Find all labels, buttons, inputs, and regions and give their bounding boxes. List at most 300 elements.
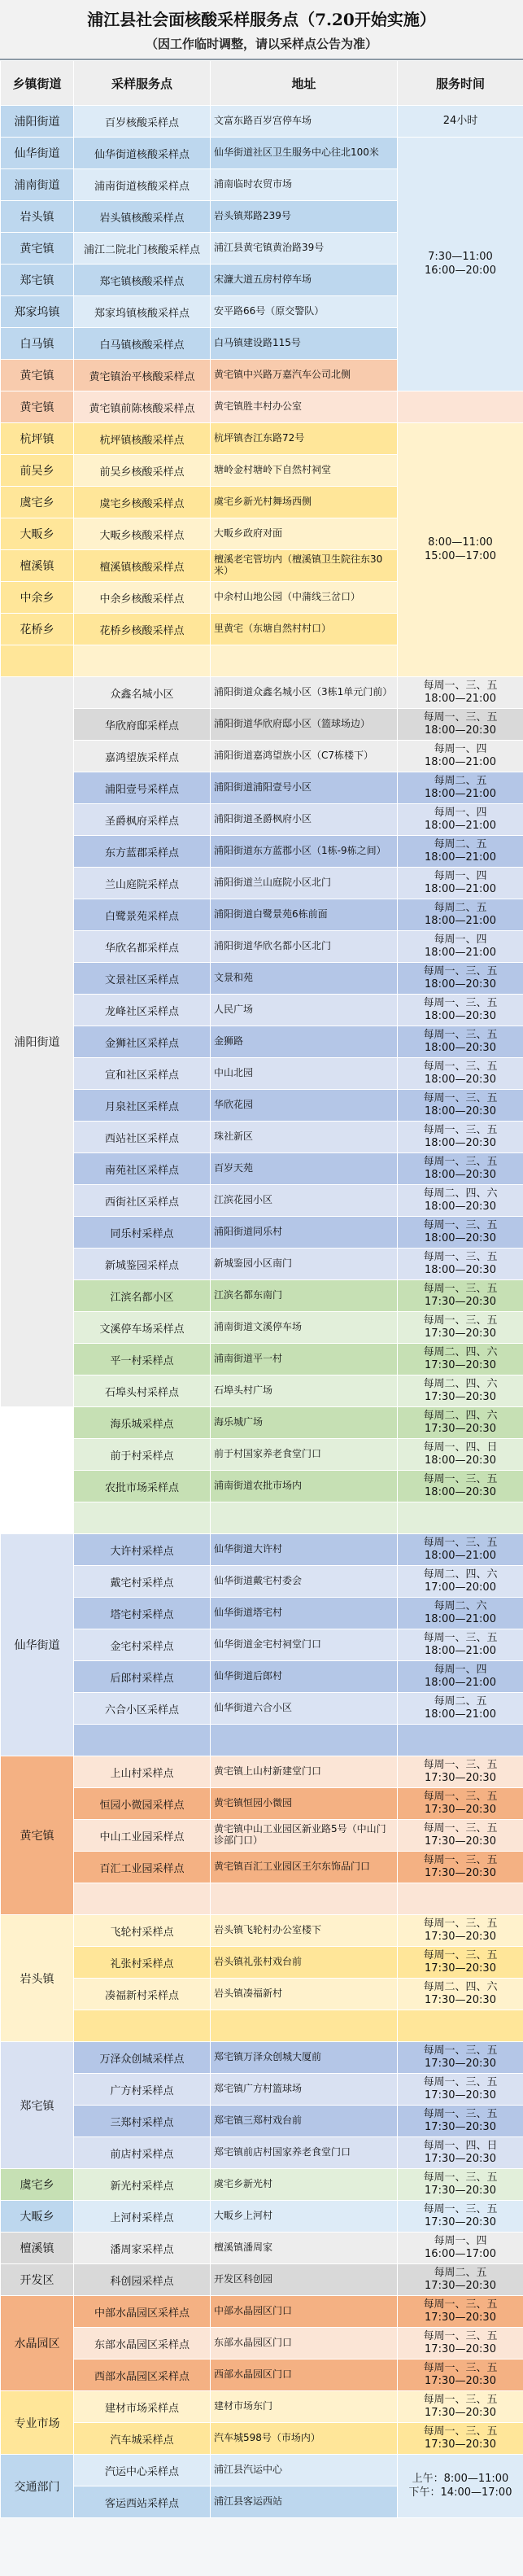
service-time-cell: 每周一、三、五 18:00—20:30 xyxy=(398,1122,523,1153)
service-time-cell: 每周一、三、五 18:00—20:30 xyxy=(398,1471,523,1502)
sampling-point-cell: 宣和社区采样点 xyxy=(74,1058,211,1090)
table-row xyxy=(1,2201,523,2233)
town-cell: 黄宅镇 xyxy=(1,233,74,265)
sampling-point-cell: 百汇工业园采样点 xyxy=(74,1852,211,1883)
table-row xyxy=(1,1852,523,1883)
sampling-point-cell: 飞轮村采样点 xyxy=(74,1915,211,1947)
sampling-point-cell: 众鑫名城小区 xyxy=(74,677,211,709)
address-cell: 珠社新区 xyxy=(211,1122,398,1153)
sampling-point-cell: 塔宅村采样点 xyxy=(74,1598,211,1629)
sampling-point-cell: 虞宅乡核酸采样点 xyxy=(74,487,211,518)
service-time-cell: 每周一、三、五 17:30—20:30 xyxy=(398,1788,523,1820)
service-time-cell: 每周二、四、六 17:30—20:30 xyxy=(398,1407,523,1439)
sampling-points-table xyxy=(0,60,523,2518)
table-row xyxy=(1,1280,523,1312)
town-cell: 虞宅乡 xyxy=(1,2169,74,2201)
sampling-point-cell: 新光村采样点 xyxy=(74,2169,211,2201)
sampling-point-cell: 西站社区采样点 xyxy=(74,1122,211,1153)
town-cell: 虞宅乡 xyxy=(1,487,74,518)
sampling-point-cell: 凑福新村采样点 xyxy=(74,1979,211,2010)
table-row xyxy=(1,1725,523,1756)
table-row xyxy=(1,2423,523,2455)
address-cell: 建材市场东门 xyxy=(211,2391,398,2423)
town-cell xyxy=(1,1471,74,1502)
sampling-point-cell: 恒园小微园采样点 xyxy=(74,1788,211,1820)
address-cell: 浦南街道农批市场内 xyxy=(211,1471,398,1502)
table-row xyxy=(1,1375,523,1407)
town-cell: 檀溪镇 xyxy=(1,2233,74,2264)
service-time-cell: 每周一、四 18:00—21:00 xyxy=(398,1661,523,1693)
sampling-point-cell: 文景社区采样点 xyxy=(74,963,211,995)
address-cell: 浦南街道平一村 xyxy=(211,1344,398,1375)
address-cell: 岩头镇飞轮村办公室楼下 xyxy=(211,1915,398,1947)
address-cell: 前于村国家养老食堂门口 xyxy=(211,1439,398,1471)
address-cell: 仙华街道六合小区 xyxy=(211,1693,398,1725)
service-time-cell: 24小时 xyxy=(398,106,523,138)
town-cell: 郑宅镇 xyxy=(1,265,74,296)
service-time-cell: 每周一、三、五 17:30—20:30 xyxy=(398,2423,523,2455)
address-cell: 岩头镇凑福新村 xyxy=(211,1979,398,2010)
sampling-point-cell: 东部水晶园区采样点 xyxy=(74,2328,211,2360)
address-cell: 浦阳街道华欣府邸小区（篮球场边） xyxy=(211,709,398,741)
town-cell: 专业市场 xyxy=(1,2391,74,2455)
service-time-cell: 每周一、三、五 18:00—20:30 xyxy=(398,709,523,741)
sampling-point-cell: 黄宅镇前陈核酸采样点 xyxy=(74,391,211,423)
town-cell: 大畈乡 xyxy=(1,518,74,550)
table-row xyxy=(1,772,523,804)
service-time-cell: 8:00—11:00 15:00—17:00 xyxy=(398,423,523,677)
sampling-point-cell: 百岁核酸采样点 xyxy=(74,106,211,138)
sampling-point-cell: 上河村采样点 xyxy=(74,2201,211,2233)
table-row xyxy=(1,2106,523,2137)
table-row xyxy=(1,1502,523,1534)
table-row xyxy=(1,1312,523,1344)
service-time-cell xyxy=(398,1725,523,1756)
service-time-cell: 每周二、五 18:00—21:00 xyxy=(398,772,523,804)
town-cell: 仙华街道 xyxy=(1,1534,74,1756)
service-time-cell: 每周一、三、五 17:30—20:30 xyxy=(398,1280,523,1312)
sampling-point-cell: 科创园采样点 xyxy=(74,2264,211,2296)
address-cell: 浦阳街道圣爵枫府小区 xyxy=(211,804,398,836)
address-cell xyxy=(211,645,398,677)
town-cell: 岩头镇 xyxy=(1,1915,74,2042)
service-time-cell: 每周一、四 16:00—17:00 xyxy=(398,2233,523,2264)
address-cell: 新城鉴园小区南门 xyxy=(211,1249,398,1280)
service-time-cell: 每周二、四、六 17:00—20:00 xyxy=(398,1566,523,1598)
table-row xyxy=(1,1788,523,1820)
address-cell: 江滨名都东南门 xyxy=(211,1280,398,1312)
service-time-cell: 每周一、三、五 18:00—20:30 xyxy=(398,1217,523,1249)
table-row xyxy=(1,677,523,709)
town-cell: 黄宅镇 xyxy=(1,1756,74,1915)
service-time-cell: 每周一、三、五 18:00—20:30 xyxy=(398,995,523,1026)
table-row xyxy=(1,106,523,138)
sampling-point-cell: 华欣府邸采样点 xyxy=(74,709,211,741)
col-header-time: 服务时间 xyxy=(398,61,523,106)
service-time-cell: 每周二、四、六 17:30—20:30 xyxy=(398,1375,523,1407)
town-cell: 中余乡 xyxy=(1,582,74,614)
town-cell: 花桥乡 xyxy=(1,614,74,645)
address-cell: 安平路66号（原交警队） xyxy=(211,296,398,328)
table-row xyxy=(1,1820,523,1852)
service-time-cell: 每周一、三、五 18:00—21:00 xyxy=(398,1534,523,1566)
page-title: 浦江县社会面核酸采样服务点（7.20开始实施） xyxy=(87,10,436,29)
address-cell: 石埠头村广场 xyxy=(211,1375,398,1407)
service-time-cell: 每周一、三、五 17:30—20:30 xyxy=(398,2074,523,2106)
col-header-town: 乡镇街道 xyxy=(1,61,74,106)
sampling-point-cell xyxy=(74,1883,211,1915)
address-cell: 郑宅镇三郑村戏台前 xyxy=(211,2106,398,2137)
table-row xyxy=(1,391,523,423)
table-row xyxy=(1,1471,523,1502)
sampling-point-cell: 杭坪镇核酸采样点 xyxy=(74,423,211,455)
address-cell: 文富东路百岁宫停车场 xyxy=(211,106,398,138)
town-cell: 杭坪镇 xyxy=(1,423,74,455)
sampling-point-cell: 金宅村采样点 xyxy=(74,1629,211,1661)
service-time-cell: 每周一、三、五 18:00—21:00 xyxy=(398,677,523,709)
address-cell: 仙华街道金宅村祠堂门口 xyxy=(211,1629,398,1661)
sampling-point-cell: 西部水晶园区采样点 xyxy=(74,2360,211,2391)
town-cell: 浦南街道 xyxy=(1,169,74,201)
table-row xyxy=(1,804,523,836)
service-time-cell: 每周一、三、五 17:30—20:30 xyxy=(398,2328,523,2360)
table-row xyxy=(1,1026,523,1058)
sampling-point-cell: 戴宅村采样点 xyxy=(74,1566,211,1598)
address-cell: 郑宅镇广方村篮球场 xyxy=(211,2074,398,2106)
address-cell: 文景和苑 xyxy=(211,963,398,995)
address-cell: 浦江县汽运中心 xyxy=(211,2455,398,2486)
sampling-point-cell: 圣爵枫府采样点 xyxy=(74,804,211,836)
table-row xyxy=(1,1661,523,1693)
address-cell: 浦阳街道同乐村 xyxy=(211,1217,398,1249)
table-row xyxy=(1,1185,523,1217)
service-time-cell: 每周一、三、五 17:30—20:30 xyxy=(398,2360,523,2391)
service-time-cell: 每周二、五 18:00—21:00 xyxy=(398,836,523,868)
address-cell: 东部水晶园区门口 xyxy=(211,2328,398,2360)
sampling-point-cell: 浦南街道核酸采样点 xyxy=(74,169,211,201)
address-cell: 仙华街道戴宅村委会 xyxy=(211,1566,398,1598)
address-cell: 里黄宅（东塘自然村村口） xyxy=(211,614,398,645)
address-cell: 杭坪镇杏江东路72号 xyxy=(211,423,398,455)
address-cell: 宋濂大道五房村停车场 xyxy=(211,265,398,296)
service-time-cell: 每周一、四、日 18:00—20:30 xyxy=(398,1439,523,1471)
service-time-cell: 每周一、三、五 18:00—20:30 xyxy=(398,1249,523,1280)
service-time-cell xyxy=(398,391,523,423)
address-cell: 西部水晶园区门口 xyxy=(211,2360,398,2391)
sampling-point-cell: 汽运中心采样点 xyxy=(74,2455,211,2486)
town-cell xyxy=(1,1407,74,1439)
sampling-point-cell: 前吴乡核酸采样点 xyxy=(74,455,211,487)
town-cell: 水晶园区 xyxy=(1,2296,74,2391)
sampling-point-cell: 郑家坞镇核酸采样点 xyxy=(74,296,211,328)
table-row xyxy=(1,2391,523,2423)
address-cell: 开发区科创园 xyxy=(211,2264,398,2296)
address-cell xyxy=(211,1725,398,1756)
service-time-cell xyxy=(398,1502,523,1534)
table-header-row xyxy=(1,61,523,106)
address-cell: 浦阳街道嘉鸿望族小区（C7栋楼下） xyxy=(211,741,398,772)
sampling-point-cell: 中山工业园采样点 xyxy=(74,1820,211,1852)
header xyxy=(0,0,523,60)
sampling-point-cell: 浦阳壹号采样点 xyxy=(74,772,211,804)
table-row xyxy=(1,1217,523,1249)
address-cell: 中部水晶园区门口 xyxy=(211,2296,398,2328)
address-cell: 浦南街道文溪停车场 xyxy=(211,1312,398,1344)
address-cell: 大畈乡政府对面 xyxy=(211,518,398,550)
table-row xyxy=(1,2360,523,2391)
sampling-point-cell xyxy=(74,1725,211,1756)
address-cell: 浦阳街道兰山庭院小区北门 xyxy=(211,868,398,899)
sampling-point-cell: 白鹭景苑采样点 xyxy=(74,899,211,931)
sampling-point-cell: 郑宅镇核酸采样点 xyxy=(74,265,211,296)
table-body xyxy=(1,106,523,2518)
service-time-cell: 每周一、三、五 17:30—20:30 xyxy=(398,2391,523,2423)
address-cell: 岩头镇郑路239号 xyxy=(211,201,398,233)
sampling-point-cell: 黄宅镇治平核酸采样点 xyxy=(74,360,211,391)
sampling-point-cell: 花桥乡核酸采样点 xyxy=(74,614,211,645)
address-cell: 虞宅乡新光村 xyxy=(211,2169,398,2201)
sampling-point-cell: 礼张村采样点 xyxy=(74,1947,211,1979)
service-time-cell: 每周一、三、五 18:00—20:30 xyxy=(398,1026,523,1058)
address-cell: 中山北园 xyxy=(211,1058,398,1090)
address-cell: 仙华街道塔宅村 xyxy=(211,1598,398,1629)
town-cell: 浦阳街道 xyxy=(1,677,74,1407)
table-row xyxy=(1,1534,523,1566)
town-cell xyxy=(1,1502,74,1534)
address-cell: 华欣花园 xyxy=(211,1090,398,1122)
table-row xyxy=(1,2233,523,2264)
address-cell: 黄宅镇恒园小微园 xyxy=(211,1788,398,1820)
sampling-point-cell: 平一村采样点 xyxy=(74,1344,211,1375)
table-row xyxy=(1,2296,523,2328)
table-row xyxy=(1,836,523,868)
service-time-cell: 每周一、三、五 17:30—20:30 xyxy=(398,1947,523,1979)
service-time-cell: 每周一、三、五 18:00—20:30 xyxy=(398,1090,523,1122)
address-cell: 浦南临时农贸市场 xyxy=(211,169,398,201)
address-cell: 中余村山地公园（中蒲线三岔口） xyxy=(211,582,398,614)
service-time-cell: 每周一、三、五 17:30—20:30 xyxy=(398,2296,523,2328)
table-row xyxy=(1,138,523,169)
sampling-point-cell xyxy=(74,1502,211,1534)
town-cell: 交通部门 xyxy=(1,2455,74,2518)
page-subtitle: （因工作临时调整，请以采样点公告为准） xyxy=(145,37,377,51)
table-row xyxy=(1,1693,523,1725)
town-cell xyxy=(1,645,74,677)
town-cell: 白马镇 xyxy=(1,328,74,360)
sampling-point-cell: 建材市场采样点 xyxy=(74,2391,211,2423)
sampling-point-cell: 西街社区采样点 xyxy=(74,1185,211,1217)
sampling-point-cell: 前店村采样点 xyxy=(74,2137,211,2169)
address-cell xyxy=(211,2010,398,2042)
town-cell: 开发区 xyxy=(1,2264,74,2296)
address-cell: 浦江县客运西站 xyxy=(211,2486,398,2518)
sampling-point-cell: 东方蓝郡采样点 xyxy=(74,836,211,868)
sampling-point-cell: 华欣名都采样点 xyxy=(74,931,211,963)
sampling-point-cell: 浦江二院北门核酸采样点 xyxy=(74,233,211,265)
service-time-cell: 每周一、四 18:00—21:00 xyxy=(398,741,523,772)
sampling-point-cell: 新城鉴园采样点 xyxy=(74,1249,211,1280)
sampling-point-cell: 南苑社区采样点 xyxy=(74,1153,211,1185)
table-row xyxy=(1,1439,523,1471)
address-cell: 浦阳街道华欣名都小区北门 xyxy=(211,931,398,963)
address-cell: 仙华街道后郎村 xyxy=(211,1661,398,1693)
sampling-point-cell: 石埠头村采样点 xyxy=(74,1375,211,1407)
service-time-cell: 每周一、三、五 17:30—20:30 xyxy=(398,2201,523,2233)
service-time-cell: 每周一、三、五 18:00—21:00 xyxy=(398,1629,523,1661)
address-cell: 檀溪老宅管坊内（檀溪镇卫生院往东30米） xyxy=(211,550,398,582)
sampling-point-cell: 大许村采样点 xyxy=(74,1534,211,1566)
sampling-point-cell: 客运西站采样点 xyxy=(74,2486,211,2518)
table-row xyxy=(1,2074,523,2106)
table-row xyxy=(1,1407,523,1439)
table-row xyxy=(1,995,523,1026)
service-time-cell: 每周一、四 18:00—21:00 xyxy=(398,804,523,836)
sampling-point-cell: 金狮社区采样点 xyxy=(74,1026,211,1058)
town-cell: 浦阳街道 xyxy=(1,106,74,138)
service-time-cell: 每周二、五 17:30—20:30 xyxy=(398,2264,523,2296)
service-time-cell: 每周一、三、五 17:30—20:30 xyxy=(398,2042,523,2074)
sampling-point-cell: 江滨名都小区 xyxy=(74,1280,211,1312)
sampling-point-cell: 广方村采样点 xyxy=(74,2074,211,2106)
sampling-point-cell: 大畈乡核酸采样点 xyxy=(74,518,211,550)
address-cell: 白马镇建设路115号 xyxy=(211,328,398,360)
table-row xyxy=(1,2042,523,2074)
table-row xyxy=(1,2137,523,2169)
sampling-point-cell: 潘周家采样点 xyxy=(74,2233,211,2264)
sampling-point-cell: 前于村采样点 xyxy=(74,1439,211,1471)
service-time-cell: 每周一、三、五 17:30—20:30 xyxy=(398,2106,523,2137)
service-time-cell: 每周二、四、六 17:30—20:30 xyxy=(398,1344,523,1375)
service-time-cell: 每周一、三、五 18:00—20:30 xyxy=(398,1058,523,1090)
table-row xyxy=(1,2264,523,2296)
service-time-cell: 每周二、四、六 18:00—20:30 xyxy=(398,1185,523,1217)
address-cell: 仙华街道大许村 xyxy=(211,1534,398,1566)
sampling-point-cell: 汽车城采样点 xyxy=(74,2423,211,2455)
address-cell: 黄宅镇胜丰村办公室 xyxy=(211,391,398,423)
address-cell: 郑宅镇万泽众创城大厦前 xyxy=(211,2042,398,2074)
sampling-point-cell: 后郎村采样点 xyxy=(74,1661,211,1693)
sampling-point-cell: 上山村采样点 xyxy=(74,1756,211,1788)
town-cell: 郑宅镇 xyxy=(1,2042,74,2169)
town-cell: 郑家坞镇 xyxy=(1,296,74,328)
sampling-point-cell xyxy=(74,2010,211,2042)
table-row xyxy=(1,741,523,772)
col-header-point: 采样服务点 xyxy=(74,61,211,106)
service-time-cell: 每周一、四 18:00—21:00 xyxy=(398,931,523,963)
table-row xyxy=(1,1629,523,1661)
address-cell: 大畈乡上河村 xyxy=(211,2201,398,2233)
sampling-point-cell: 中余乡核酸采样点 xyxy=(74,582,211,614)
sampling-point-cell: 农批市场采样点 xyxy=(74,1471,211,1502)
service-time-cell: 每周一、三、五 17:30—20:30 xyxy=(398,1756,523,1788)
town-cell: 仙华街道 xyxy=(1,138,74,169)
town-cell: 岩头镇 xyxy=(1,201,74,233)
table-row xyxy=(1,1344,523,1375)
sampling-point-cell: 三郑村采样点 xyxy=(74,2106,211,2137)
sampling-point-cell: 龙峰社区采样点 xyxy=(74,995,211,1026)
service-time-cell: 每周一、四、日 17:30—20:30 xyxy=(398,2137,523,2169)
sampling-point-cell: 檀溪镇核酸采样点 xyxy=(74,550,211,582)
address-cell: 郑宅镇前店村国家养老食堂门口 xyxy=(211,2137,398,2169)
sampling-point-cell: 海乐城采样点 xyxy=(74,1407,211,1439)
table-row xyxy=(1,1566,523,1598)
sampling-point-cell: 中部水晶园区采样点 xyxy=(74,2296,211,2328)
address-cell: 浦阳街道白鹭景苑6栋前面 xyxy=(211,899,398,931)
table-row xyxy=(1,868,523,899)
service-time-cell: 每周一、三、五 17:30—20:30 xyxy=(398,1915,523,1947)
address-cell: 海乐城广场 xyxy=(211,1407,398,1439)
address-cell: 黄宅镇百汇工业园区王尔东饰品门口 xyxy=(211,1852,398,1883)
service-time-cell: 每周一、三、五 17:30—20:30 xyxy=(398,1312,523,1344)
address-cell: 黄宅镇中兴路万嘉汽车公司北侧 xyxy=(211,360,398,391)
address-cell: 黄宅镇上山村新建堂门口 xyxy=(211,1756,398,1788)
address-cell: 百岁天苑 xyxy=(211,1153,398,1185)
table-row xyxy=(1,1598,523,1629)
service-time-cell xyxy=(398,2010,523,2042)
address-cell: 浦阳街道众鑫名城小区（3栋1单元门前） xyxy=(211,677,398,709)
sampling-point-cell: 六合小区采样点 xyxy=(74,1693,211,1725)
service-time-cell: 7:30—11:00 16:00—20:00 xyxy=(398,138,523,391)
town-cell: 黄宅镇 xyxy=(1,360,74,391)
address-cell: 浦阳街道浦阳壹号小区 xyxy=(211,772,398,804)
table-row xyxy=(1,2169,523,2201)
service-time-cell xyxy=(398,1883,523,1915)
table-row xyxy=(1,709,523,741)
town-cell: 前吴乡 xyxy=(1,455,74,487)
sampling-point-cell: 兰山庭院采样点 xyxy=(74,868,211,899)
table-row xyxy=(1,963,523,995)
table-row xyxy=(1,1756,523,1788)
table-row xyxy=(1,1153,523,1185)
sampling-point-cell: 万泽众创城采样点 xyxy=(74,2042,211,2074)
service-time-cell: 每周一、三、五 18:00—20:30 xyxy=(398,1153,523,1185)
col-header-address: 地址 xyxy=(211,61,398,106)
sampling-point-cell: 嘉鸿望族采样点 xyxy=(74,741,211,772)
town-cell: 黄宅镇 xyxy=(1,391,74,423)
table-row xyxy=(1,1883,523,1915)
address-cell: 江滨花园小区 xyxy=(211,1185,398,1217)
service-time-cell: 每周二、四、六 17:30—20:30 xyxy=(398,1979,523,2010)
address-cell xyxy=(211,1883,398,1915)
table-row xyxy=(1,2455,523,2486)
sampling-point-cell: 岩头镇核酸采样点 xyxy=(74,201,211,233)
town-cell: 檀溪镇 xyxy=(1,550,74,582)
table-row xyxy=(1,1249,523,1280)
table-row xyxy=(1,1090,523,1122)
address-cell: 浦阳街道东方蓝郡小区（1栋-9栋之间） xyxy=(211,836,398,868)
address-cell: 岩头镇礼张村戏台前 xyxy=(211,1947,398,1979)
table-row xyxy=(1,1947,523,1979)
address-cell: 浦江县黄宅镇黄治路39号 xyxy=(211,233,398,265)
table-row xyxy=(1,2010,523,2042)
sampling-point-cell xyxy=(74,645,211,677)
table-row xyxy=(1,1058,523,1090)
address-cell: 人民广场 xyxy=(211,995,398,1026)
table-row xyxy=(1,1122,523,1153)
sampling-point-cell: 同乐村采样点 xyxy=(74,1217,211,1249)
address-cell: 金狮路 xyxy=(211,1026,398,1058)
sampling-point-cell: 月泉社区采样点 xyxy=(74,1090,211,1122)
address-cell xyxy=(211,1502,398,1534)
address-cell: 塘岭金村塘岭下自然村祠堂 xyxy=(211,455,398,487)
service-time-cell: 每周二、五 18:00—21:00 xyxy=(398,899,523,931)
service-time-cell: 每周一、三、五 17:30—20:30 xyxy=(398,2169,523,2201)
service-time-cell: 每周一、三、五 18:00—20:30 xyxy=(398,963,523,995)
address-cell: 汽车城598号（市场内） xyxy=(211,2423,398,2455)
sampling-point-cell: 白马镇核酸采样点 xyxy=(74,328,211,360)
service-time-cell: 每周一、三、五 17:30—20:30 xyxy=(398,1820,523,1852)
address-cell: 黄宅镇中山工业园区新业路5号（中山门诊部门口） xyxy=(211,1820,398,1852)
